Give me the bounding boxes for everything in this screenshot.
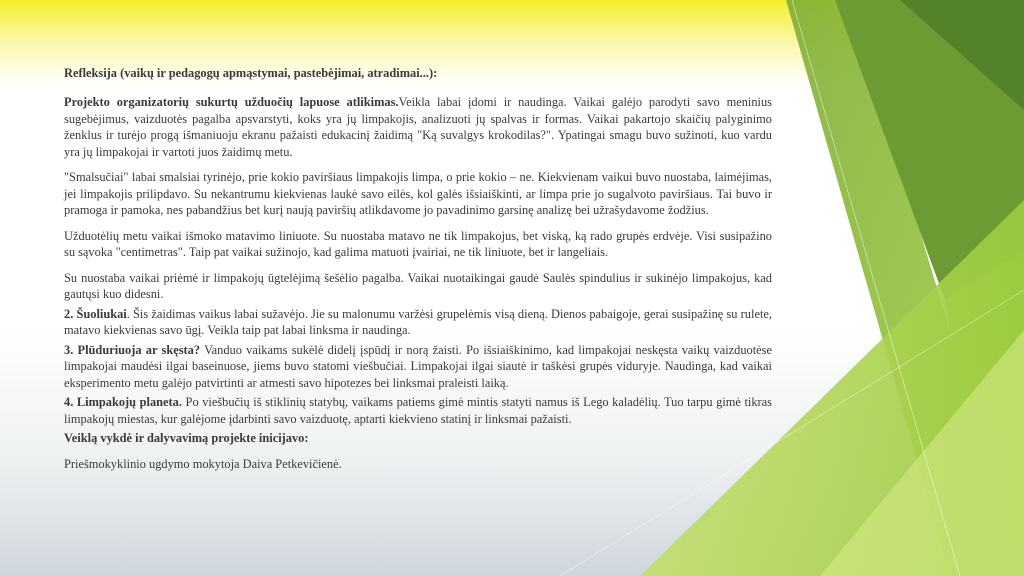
- paragraph-measuring: Užduotėlių metu vaikai išmoko matavimo liniuote. Su nuostaba matavo ne tik limpakojus, bet viską, ką rado grupės erdvėje. Visi susipažino su sąvoka "centimetras". Taip pat vaikai sužinojo, kad galima matuoti įvairiai, ne tik liniuote, bet ir langeliais.: [64, 228, 772, 259]
- paragraph-task-sheets: [64, 94, 772, 160]
- float-sink-title: 3. Plūduriuoja ar skęsta?: [64, 342, 201, 357]
- paragraph-smalsuciai: "Smalsučiai" labai smalsiai tyrinėjo, prie kokio paviršiaus limpakojis limpa, o prie kokio – ne. Kiekvienam vaikui buvo nuostaba, laimėjimas, jei limpakojis prilipdavo. Su nekantrumu kiekvienas laukė savo eilės, kol galės išsiaiškinti, ar limpa prie jo sugalvoto paviršiaus. Tai buvo ir pramoga ir pamoka, nes pabandžius bet kurį naują paviršių atlikdavome jo pavadinimo garsinę analizę bei užrašydavome žodžius.: [64, 170, 772, 217]
- suoliukai-text: . Šis žaidimas vaikus labai sužavėjo. Jie su malonumu varžėsi grupelėmis visą dieną. Dienos pabaigoje, gerai susipažinę su rulete, matavo kiekvienas savo ūgį. Veikla taip pat labai linksma ir naudinga.: [64, 306, 772, 337]
- float-sink-text: Vanduo vaikams sukėlė didelį įspūdį ir norą žaisti. Po išsiaiškinimo, kad limpakojai neskęsta vaikų vaizduotėse limpakojai maudėsi ilgai baseinuose, jiems buvo statomi viešbučiai. Limpakojai ilgai siautė ir taškėsi grupės viduryje. Naudinga, kad vaikai eksperimento metu galėjo patvirtinti ar atmesti savo hipotezes bei linksmai praleisti laiką.: [64, 342, 772, 390]
- paragraph-planet: [64, 394, 772, 427]
- paragraph-float-sink: [64, 342, 772, 392]
- planet-title: 4. Limpakojų planeta.: [64, 395, 182, 409]
- paragraph-suoliukai: [64, 306, 772, 339]
- initiator-heading: Veiklą vykdė ir dalyvavimą projekte inicijavo:: [64, 431, 309, 445]
- suoliukai-title: 2. Šuoliukai: [64, 306, 127, 321]
- task-sheets-title: Projekto organizatorių sukurtų užduočių lapuose atlikimas.: [64, 95, 399, 109]
- slide-content: [64, 66, 772, 481]
- planet-text: Po viešbučių iš stiklinių statybų, vaikams patiems gimė mintis statyti namus iš Lego kaladėlių. Tuo tarpu gimė tikras limpakojų miestas, kur galėjome įdarbinti savo vaizduotę, aptarti kiekvieno statinį ir linksmai pažaisti.: [64, 395, 772, 426]
- reflection-heading: Refleksija (vaikų ir pedagogų apmąstymai, pastebėjimai, atradimai...):: [64, 66, 438, 80]
- paragraph-shadow: Su nuostaba vaikai priėmė ir limpakojų ūgtelėjimą šešėlio pagalba. Vaikai nuotaikingai gaudė Saulės spindulius ir sukinėjo limpakojus, kad gautųsi kuo didesni.: [64, 270, 772, 301]
- task-sheets-text: Veikla labai įdomi ir naudinga. Vaikai galėjo parodyti savo meninius sugebėjimus, vaizduotės pagalba apsvarstyti, koks yra jų limpakojis, analizuoti jų spalvas ir formas. Vaikai pakartojo skaičių palyginimo ženklus ir turėjo progą išmaniuoju ekranu pažaisti edukacinį žaidimą "Ką suvalgys krokodilas?". Ypatingai smagu buvo sužinoti, kuo vardu yra jų limpakojai ir vartoti juos žaidimų metu.: [64, 95, 773, 159]
- teacher-name: Priešmokyklinio ugdymo mokytoja Daiva Petkevičienė.: [64, 456, 342, 471]
